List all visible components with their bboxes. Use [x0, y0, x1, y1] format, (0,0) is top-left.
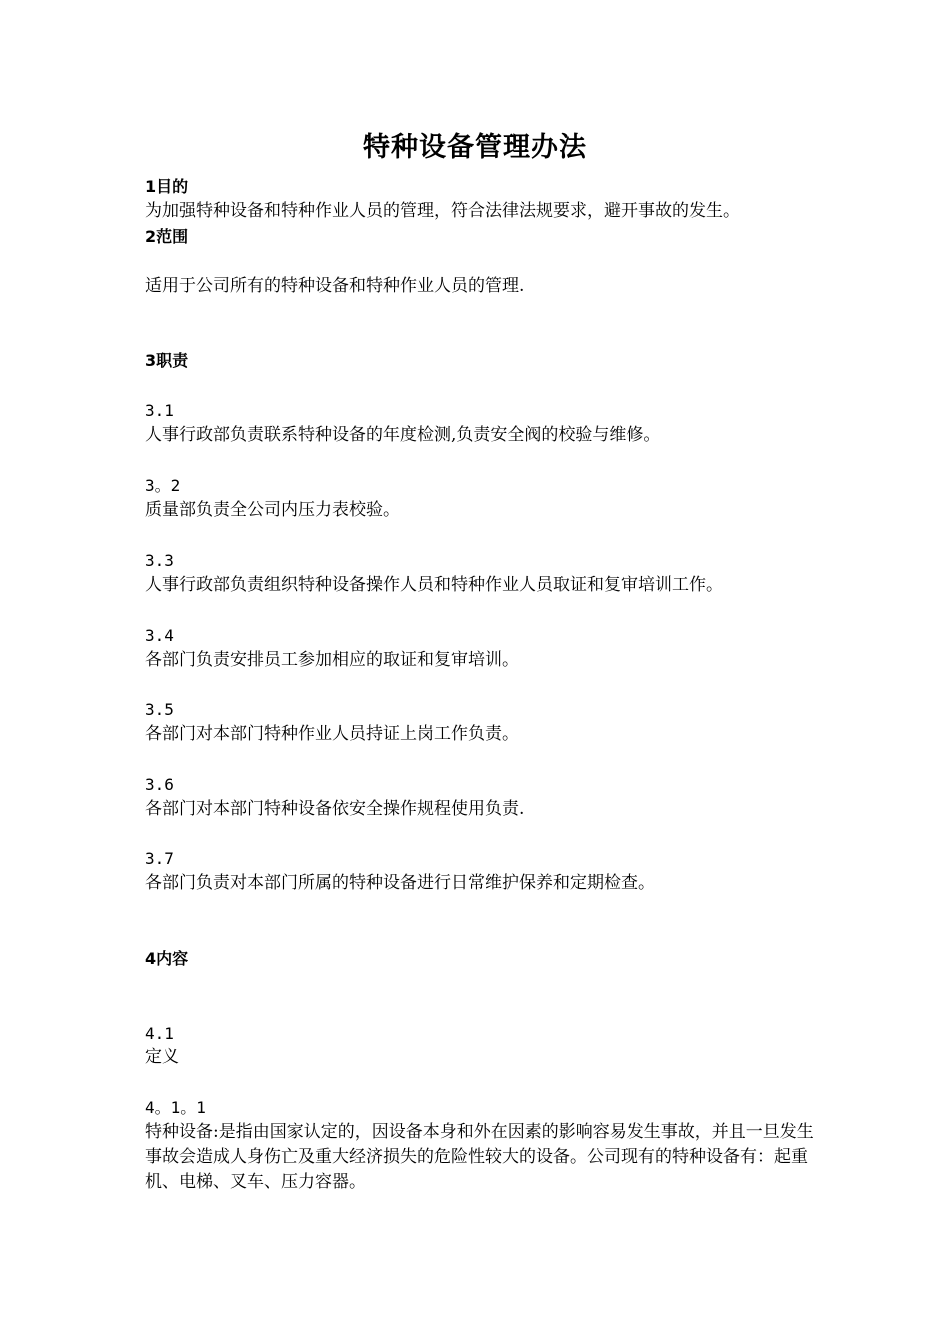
subsection-number: 4。1。1: [145, 1098, 206, 1117]
item-text: 各部门负责安排员工参加相应的取证和复审培训。: [145, 650, 519, 670]
item-number: 3。2: [145, 476, 181, 495]
item-text: 人事行政部负责组织特种设备操作人员和特种作业人员取证和复审培训工作。: [145, 575, 723, 595]
section-heading-responsibilities: 3职责: [145, 351, 189, 370]
item-text: 质量部负责全公司内压力表校验。: [145, 500, 400, 520]
definition-paragraph: 特种设备:是指由国家认定的，因设备本身和外在因素的影响容易发生事故，并且一旦发生事故会造成人身伤亡及重大经济损失的危险性较大的设备。公司现有的特种设备有：起重机、电梯、叉车、压力容器。: [145, 1122, 814, 1192]
item-text: 各部门对本部门特种作业人员持证上岗工作负责。: [145, 724, 519, 744]
item-number: 3.1: [145, 401, 174, 420]
section-text-scope: 适用于公司所有的特种设备和特种作业人员的管理.: [145, 276, 525, 296]
item-text: 各部门对本部门特种设备依安全操作规程使用负责.: [145, 799, 525, 819]
section-heading-purpose: 1目的: [145, 177, 189, 196]
subsection-number: 4.1: [145, 1024, 174, 1043]
subsection-title: 定义: [145, 1047, 179, 1067]
item-number: 3.7: [145, 849, 174, 868]
item-text: 各部门负责对本部门所属的特种设备进行日常维护保养和定期检查。: [145, 873, 655, 893]
item-number: 3.3: [145, 551, 174, 570]
document-title: 特种设备管理办法: [363, 132, 587, 163]
item-number: 3.6: [145, 775, 174, 794]
item-text: 人事行政部负责联系特种设备的年度检测,负责安全阀的校验与维修。: [145, 425, 661, 445]
section-text-purpose: 为加强特种设备和特种作业人员的管理，符合法律法规要求，避开事故的发生。: [145, 201, 740, 221]
section-heading-scope: 2范围: [145, 227, 189, 246]
item-number: 3.4: [145, 626, 174, 645]
section-heading-content: 4内容: [145, 949, 189, 968]
item-number: 3.5: [145, 700, 174, 719]
